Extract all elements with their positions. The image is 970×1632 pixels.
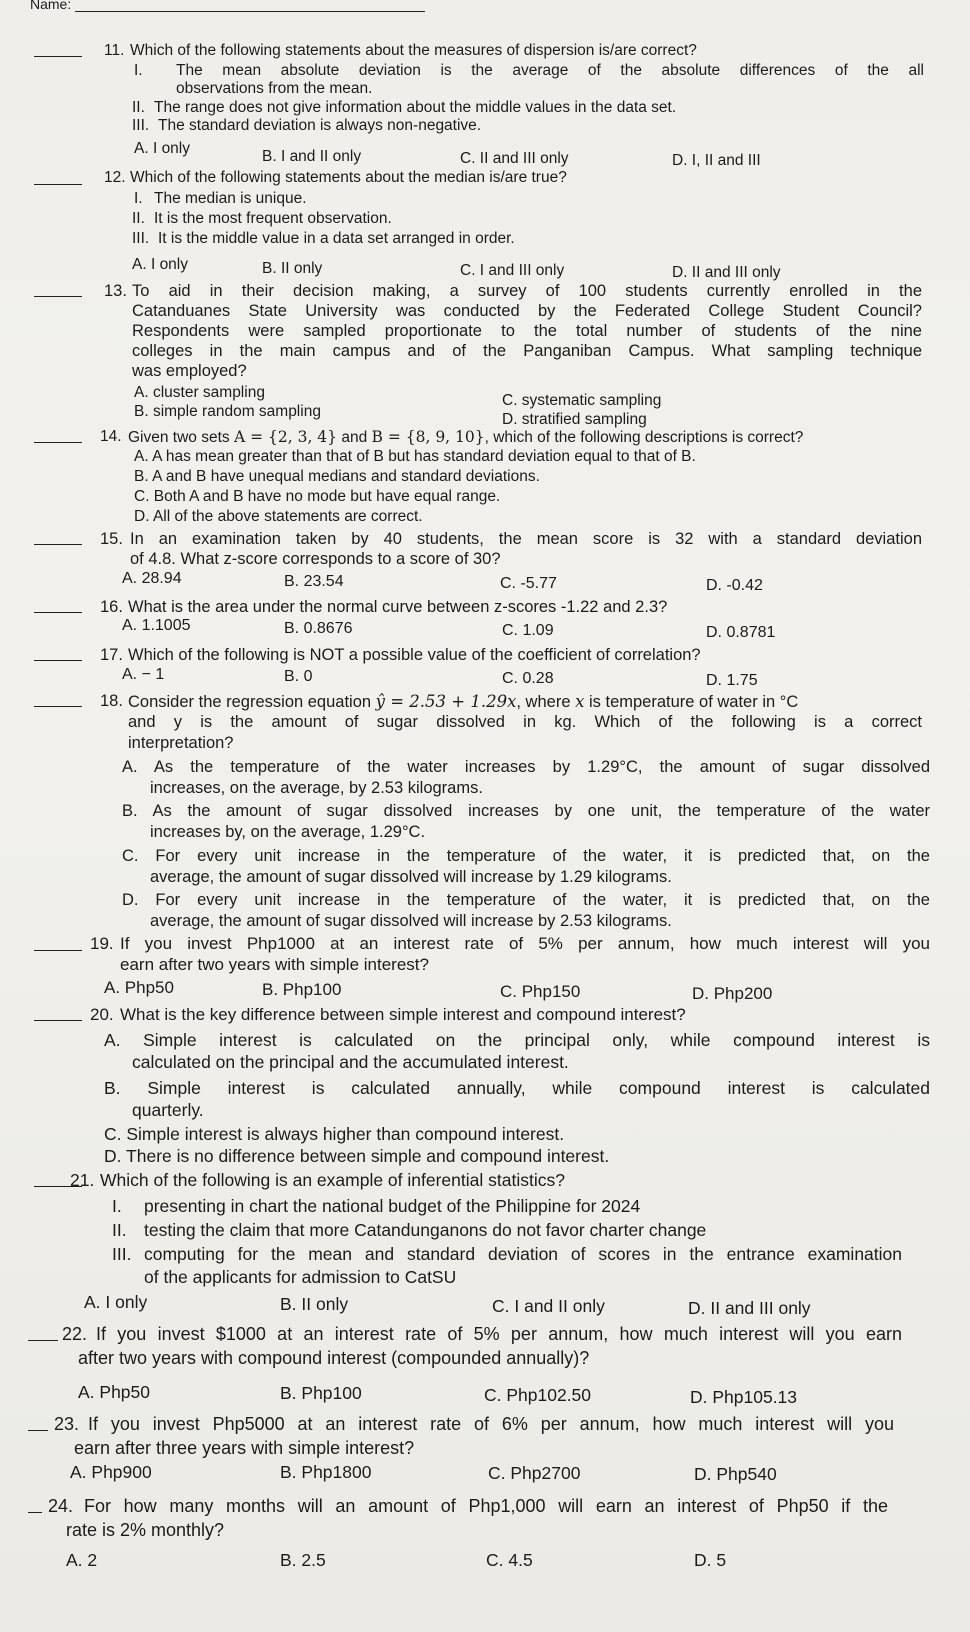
question-number: 22. — [62, 1324, 88, 1344]
statement-text: It is the most frequent observation. — [154, 210, 392, 227]
answer-blank[interactable] — [34, 950, 82, 951]
option-c[interactable]: C. II and III only — [460, 150, 569, 167]
statement-text: The range does not give information about the middle values in the data set. — [154, 99, 677, 116]
option-a-cont: calculated on the principal and the accumulated interest. — [132, 1052, 569, 1072]
statement-roman: I. — [112, 1196, 122, 1216]
question-number: 16. — [100, 598, 123, 616]
option-c[interactable]: C. 0.28 — [502, 670, 554, 687]
option-a[interactable]: A. Php50 — [104, 978, 174, 997]
set-a: A = {2, 3, 4} — [233, 428, 338, 446]
option-a[interactable]: A. − 1 — [122, 666, 165, 683]
question-number: 19. — [90, 934, 114, 953]
question-number: 14. — [100, 428, 122, 445]
statement-text: testing the claim that more Catandunganons do not favor charter change — [144, 1220, 707, 1240]
option-a[interactable]: A. Php50 — [78, 1382, 150, 1402]
question-number: 11. — [104, 42, 125, 59]
option-a[interactable]: A. A has mean greater than that of B but has standard deviation equal to that of B. — [134, 448, 696, 465]
question-stem: What is the area under the normal curve between z-scores -1.22 and 2.3? — [128, 598, 668, 616]
question-stem: earn after two years with simple interest? — [120, 955, 429, 974]
question-stem: Which of the following statements about the median is/are true? — [130, 169, 567, 186]
question-stem: rate is 2% monthly? — [66, 1520, 225, 1540]
option-b[interactable]: B. Php100 — [262, 980, 342, 999]
statement-roman: II. — [112, 1220, 127, 1240]
option-a[interactable]: A. 1.1005 — [122, 617, 191, 634]
question-number: 20. — [90, 1005, 114, 1024]
option-d[interactable]: D. II and III only — [672, 264, 781, 281]
option-a[interactable]: A. Simple interest is calculated on the principal only, while compound interest is — [104, 1030, 930, 1050]
option-d[interactable]: D. stratified sampling — [502, 411, 647, 428]
option-b-cont: increases by, on the average, 1.29°C. — [150, 823, 426, 841]
question-stem: colleges in the main campus and of the Panganiban Campus. What sampling technique — [132, 342, 922, 360]
question-number: 21. — [70, 1170, 95, 1190]
statement-text: presenting in chart the national budget of the Philippine for 2024 — [144, 1196, 641, 1216]
option-b[interactable]: B. 23.54 — [284, 573, 344, 590]
option-b[interactable]: B. Php100 — [280, 1383, 362, 1403]
statement-text: The median is unique. — [154, 190, 307, 207]
question-stem: For how many months will an amount of Php1,000 will earn an interest of Php50 if the — [84, 1496, 888, 1516]
question-number: 18. — [100, 692, 123, 710]
question-number: 13. — [104, 282, 127, 300]
option-d[interactable]: D. 0.8781 — [706, 624, 776, 641]
answer-blank[interactable] — [28, 1340, 58, 1341]
option-b-cont: quarterly. — [132, 1100, 204, 1120]
question-stem: interpretation? — [128, 734, 234, 752]
option-b[interactable]: B. II only — [262, 260, 323, 277]
option-b[interactable]: B. 2.5 — [280, 1550, 326, 1570]
statement-text: of the applicants for admission to CatSU — [144, 1267, 457, 1287]
question-stem: after two years with compound interest (compounded annually)? — [78, 1348, 590, 1368]
variable-x: x — [575, 692, 585, 711]
option-c[interactable]: C. Php150 — [500, 982, 581, 1001]
option-c[interactable]: C. For every unit increase in the temperature of the water, it is predicted that, on the — [122, 847, 930, 865]
set-b: B = {8, 9, 10} — [371, 428, 485, 446]
stem-text: , which of the following descriptions is correct? — [484, 429, 804, 446]
answer-blank[interactable] — [34, 1020, 82, 1021]
option-a[interactable]: A. cluster sampling — [134, 384, 265, 401]
statement-roman: II. — [132, 210, 145, 227]
option-d[interactable]: D. For every unit increase in the temperature of the water, it is predicted that, on the — [122, 891, 930, 909]
option-b[interactable]: B. As the amount of sugar dissolved increases by one unit, the temperature of the water — [122, 802, 930, 820]
stem-text: , where — [516, 693, 576, 711]
question-stem: If you invest Php1000 at an interest rate of 5% per annum, how much interest will you — [120, 934, 930, 953]
name-line[interactable] — [75, 0, 425, 12]
question-number: 15. — [100, 530, 123, 548]
question-stem: was employed? — [132, 362, 247, 380]
question-stem: Catanduanes State University was conducted by the Federated College Student Council? — [132, 302, 922, 320]
option-a[interactable]: A. I only — [132, 256, 188, 273]
stem-text: is temperature of water in °C — [584, 693, 799, 711]
answer-blank[interactable] — [34, 660, 82, 661]
question-stem: earn after three years with simple interest? — [74, 1438, 415, 1458]
option-b[interactable]: B. A and B have unequal medians and standard deviations. — [134, 468, 540, 485]
option-d[interactable]: D. 1.75 — [706, 672, 758, 689]
option-a[interactable]: A. 2 — [66, 1550, 98, 1570]
question-stem: If you invest Php5000 at an interest rate of 6% per annum, how much interest will you — [88, 1414, 894, 1434]
question-number: 24. — [48, 1496, 74, 1516]
option-d-cont: average, the amount of sugar dissolved will increase by 2.53 kilograms. — [150, 912, 672, 930]
option-c[interactable]: C. 4.5 — [486, 1550, 533, 1570]
option-b[interactable]: B. II only — [280, 1294, 349, 1314]
statement-text: observations from the mean. — [176, 80, 373, 97]
name-label: Name: — [30, 0, 72, 12]
option-a[interactable]: A. I only — [84, 1292, 148, 1312]
question-number: 23. — [54, 1414, 80, 1434]
name-field — [30, 0, 425, 12]
option-b[interactable]: B. simple random sampling — [134, 403, 321, 420]
answer-blank[interactable] — [28, 1430, 48, 1431]
option-d[interactable]: D. 5 — [694, 1550, 727, 1570]
option-c[interactable]: C. Simple interest is always higher than compound interest. — [104, 1124, 565, 1144]
option-d[interactable]: D. Php200 — [692, 984, 773, 1003]
option-c[interactable]: C. Php2700 — [488, 1463, 581, 1483]
option-b[interactable]: B. 0 — [284, 668, 313, 685]
question-stem: What is the key difference between simple interest and compound interest? — [120, 1005, 686, 1024]
question-stem: Which of the following is an example of inferential statistics? — [100, 1170, 565, 1190]
answer-blank[interactable] — [34, 544, 82, 545]
answer-blank[interactable] — [34, 442, 82, 443]
statement-roman: III. — [112, 1244, 132, 1264]
option-a[interactable]: A. Php900 — [70, 1462, 152, 1482]
option-d[interactable]: D. All of the above statements are correct. — [134, 508, 423, 525]
question-stem: Which of the following statements about the measures of dispersion is/are correct? — [130, 42, 697, 59]
option-c[interactable]: C. Php102.50 — [484, 1385, 592, 1405]
question-stem: In an examination taken by 40 students, the mean score is 32 with a standard deviation — [130, 530, 922, 548]
option-a[interactable]: A. As the temperature of the water increases by 1.29°C, the amount of sugar dissolved — [122, 758, 930, 776]
option-c-cont: average, the amount of sugar dissolved will increase by 1.29 kilograms. — [150, 868, 672, 886]
statement-roman: III. — [132, 117, 150, 134]
question-stem: and y is the amount of sugar dissolved in kg. Which of the following is a correct — [128, 713, 922, 731]
regression-equation: ŷ = 2.53 + 1.29x — [375, 692, 517, 711]
statement-text: computing for the mean and standard deviation of scores in the entrance examination — [144, 1244, 902, 1264]
option-d[interactable]: D. II and III only — [688, 1298, 811, 1318]
option-d[interactable]: D. Php540 — [694, 1464, 777, 1484]
option-a[interactable]: A. 28.94 — [122, 570, 182, 587]
option-a-cont: increases, on the average, by 2.53 kilograms. — [150, 779, 483, 797]
question-stem — [128, 692, 798, 712]
stem-text: Given two sets — [128, 429, 234, 446]
option-d[interactable]: D. Php105.13 — [690, 1387, 798, 1407]
question-stem: Which of the following is NOT a possible value of the coefficient of correlation? — [128, 646, 701, 664]
option-d[interactable]: D. There is no difference between simple and compound interest. — [104, 1146, 610, 1166]
option-b[interactable]: B. 0.8676 — [284, 620, 353, 637]
statement-roman: III. — [132, 230, 150, 247]
option-d[interactable]: D. -0.42 — [706, 577, 763, 594]
option-c[interactable]: C. Both A and B have no mode but have equal range. — [134, 488, 501, 505]
statement-text: It is the middle value in a data set arranged in order. — [158, 230, 515, 247]
answer-blank[interactable] — [34, 296, 82, 297]
option-c[interactable]: C. -5.77 — [500, 575, 557, 592]
question-number: 12. — [104, 169, 126, 186]
statement-roman: II. — [132, 99, 145, 116]
stem-text: Consider the regression equation — [128, 693, 376, 711]
answer-blank[interactable] — [34, 56, 82, 57]
statement-roman: I. — [134, 190, 143, 207]
statement-roman: I. — [134, 62, 143, 79]
answer-blank[interactable] — [28, 1512, 42, 1513]
question-stem: of 4.8. What z-score corresponds to a score of 30? — [130, 550, 501, 568]
statement-text: The mean absolute deviation is the average of the absolute differences of the all — [176, 62, 924, 79]
option-b[interactable]: B. I and II only — [262, 148, 362, 165]
question-stem: If you invest $1000 at an interest rate of 5% per annum, how much interest will you earn — [96, 1324, 902, 1344]
option-c[interactable]: C. I and III only — [460, 262, 565, 279]
stem-text: and — [337, 429, 372, 446]
option-a[interactable]: A. I only — [134, 140, 190, 157]
answer-blank[interactable] — [34, 184, 82, 185]
answer-blank[interactable] — [34, 612, 82, 613]
question-stem: To aid in their decision making, a survey of 100 students currently enrolled in the — [132, 282, 922, 300]
question-stem — [128, 428, 803, 447]
question-stem: Respondents were sampled proportionate to the total number of students of the nine — [132, 322, 922, 340]
option-b[interactable]: B. Php1800 — [280, 1462, 372, 1482]
option-c[interactable]: C. systematic sampling — [502, 392, 662, 409]
option-b[interactable]: B. Simple interest is calculated annually, while compound interest is calculated — [104, 1078, 930, 1098]
question-number: 17. — [100, 646, 123, 664]
statement-text: The standard deviation is always non-negative. — [158, 117, 482, 134]
answer-blank[interactable] — [34, 706, 82, 707]
option-c[interactable]: C. I and II only — [492, 1296, 605, 1316]
option-c[interactable]: C. 1.09 — [502, 622, 554, 639]
option-d[interactable]: D. I, II and III — [672, 152, 761, 169]
